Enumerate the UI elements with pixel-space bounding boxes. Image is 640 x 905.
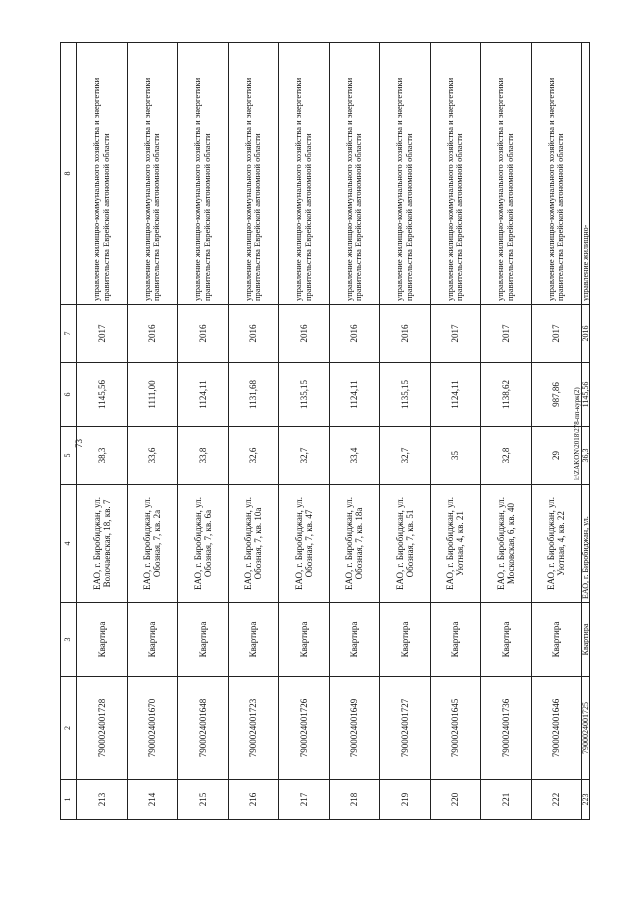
col-num-4: 4	[61, 485, 77, 603]
row-number: 221	[481, 780, 532, 820]
cadastral-number: 790002400164​5	[430, 677, 481, 780]
address: ЕАО, г. Биробиджан, ул. Обозная, 7, кв. 47	[279, 485, 330, 603]
year: 2016	[329, 305, 380, 363]
address: ЕАО, г. Биробиджан, ул. Уютная, 4, кв. 21	[430, 485, 481, 603]
price: 1111,00	[127, 363, 178, 427]
property-type: Квартира	[329, 603, 380, 677]
owner: управление жилищно-коммунального хозяйства и энергетики правительства Еврейской автономной области	[228, 43, 279, 305]
table-row	[430, 43, 481, 820]
row-number: 214	[127, 780, 178, 820]
property-type: Квартира	[582, 603, 590, 677]
price: 1135,15	[380, 363, 431, 427]
year: 2016	[228, 305, 279, 363]
row-number: 217	[279, 780, 330, 820]
address: ЕАО, г. Биробиджан, ул. Обозная, 7, кв. 6а	[178, 485, 229, 603]
address: ЕАО, г. Биробиджан, ул. Обозная, 7, кв. 2а	[127, 485, 178, 603]
address: ЕАО, г. Биробиджан, ул. Обозная, 7, кв. 51	[380, 485, 431, 603]
area: 33,4	[329, 427, 380, 485]
cadastral-number: 790002400172​7	[380, 677, 431, 780]
table-row	[228, 43, 279, 820]
address: ЕАО, г. Биробиджан, ул. Обозная, 7, кв. 10а	[228, 485, 279, 603]
table-row	[481, 43, 532, 820]
area: 32,8	[481, 427, 532, 485]
address: ЕАО, г. Биробиджан, ул. Волочаевская, 18, кв. 7	[77, 485, 128, 603]
row-number: 213	[77, 780, 128, 820]
address: ЕАО, г. Биробиджан, ул. Обозная, 7, кв. 18а	[329, 485, 380, 603]
property-type: Квартира	[380, 603, 431, 677]
price: 1124,11	[329, 363, 380, 427]
col-num-3: 3	[61, 603, 77, 677]
year: 2016	[380, 305, 431, 363]
property-type: Квартира	[430, 603, 481, 677]
row-number: 215	[178, 780, 229, 820]
cadastral-number: 790002400173​6	[481, 677, 532, 780]
address: ЕАО, г. Биробиджан, ул.	[582, 485, 590, 603]
page-number: 73	[74, 439, 84, 448]
owner: управление жилищно-коммунального хозяйства и энергетики правительства Еврейской автономной области	[481, 43, 532, 305]
area: 32,7	[380, 427, 431, 485]
cadastral-number: 790002400164​6	[531, 677, 582, 780]
year: 2016	[279, 305, 330, 363]
area: 32,7	[279, 427, 330, 485]
price: 1145,56	[77, 363, 128, 427]
owner: управление жилищно-коммунального хозяйства и энергетики правительства Еврейской автономной области	[279, 43, 330, 305]
owner: управление жилищно-коммунального хозяйства и энергетики правительства Еврейской автономной области	[127, 43, 178, 305]
property-type: Квартира	[279, 603, 330, 677]
year: 2016	[127, 305, 178, 363]
table-row	[380, 43, 431, 820]
row-number: 223	[582, 780, 590, 820]
property-type: Квартира	[178, 603, 229, 677]
year: 2017	[531, 305, 582, 363]
cadastral-number: 790002400164​9	[329, 677, 380, 780]
table-row	[329, 43, 380, 820]
owner: управление жилищно-	[582, 43, 590, 305]
file-path-note: i:\ZAKON\2018\278-пп-курк(2)	[573, 387, 581, 480]
area: 33,6	[127, 427, 178, 485]
price: 987,86	[531, 363, 582, 427]
owner: управление жилищно-коммунального хозяйства и энергетики правительства Еврейской автономной области	[77, 43, 128, 305]
owner: управление жилищно-коммунального хозяйства и энергетики правительства Еврейской автономной области	[430, 43, 481, 305]
year: 2017	[77, 305, 128, 363]
property-type: Квартира	[127, 603, 178, 677]
price: 1131,68	[228, 363, 279, 427]
price: 1124,11	[430, 363, 481, 427]
col-num-8: 8	[61, 43, 77, 305]
col-num-1: 1	[61, 780, 77, 820]
col-num-2: 2	[61, 677, 77, 780]
area: 33,8	[178, 427, 229, 485]
table-row	[178, 43, 229, 820]
owner: управление жилищно-коммунального хозяйства и энергетики правительства Еврейской автономной области	[531, 43, 582, 305]
property-type: Квартира	[481, 603, 532, 677]
table-row	[127, 43, 178, 820]
area: 36,3	[582, 427, 590, 485]
table-row-partial	[582, 43, 590, 820]
price: 1138,62	[481, 363, 532, 427]
area: 38,3	[77, 427, 128, 485]
property-type: Квартира	[531, 603, 582, 677]
property-type: Квартира	[77, 603, 128, 677]
cadastral-number: 790002400172​5	[582, 677, 590, 780]
year: 2017	[481, 305, 532, 363]
owner: управление жилищно-коммунального хозяйства и энергетики правительства Еврейской автономной области	[329, 43, 380, 305]
year: 2016	[582, 305, 590, 363]
rotated-table-wrapper	[60, 43, 590, 820]
cadastral-number: 790002400164​8	[178, 677, 229, 780]
address: ЕАО, г. Биробиджан, ул. Московская, 6, кв. 40	[481, 485, 532, 603]
row-number: 216	[228, 780, 279, 820]
row-number: 222	[531, 780, 582, 820]
row-number: 218	[329, 780, 380, 820]
year: 2017	[430, 305, 481, 363]
area: 29	[531, 427, 582, 485]
cadastral-number: 790002400172​8	[77, 677, 128, 780]
address: ЕАО, г. Биробиджан, ул. Уютная, 4, кв. 22	[531, 485, 582, 603]
col-num-5: 5	[61, 427, 77, 485]
owner: управление жилищно-коммунального хозяйства и энергетики правительства Еврейской автономной области	[380, 43, 431, 305]
year: 2016	[178, 305, 229, 363]
column-numbers-row	[61, 43, 77, 820]
col-num-6: 6	[61, 363, 77, 427]
price: 1124,11	[178, 363, 229, 427]
col-num-7: 7	[61, 305, 77, 363]
property-type: Квартира	[228, 603, 279, 677]
cadastral-number: 790002400167​0	[127, 677, 178, 780]
table-row	[279, 43, 330, 820]
price: 1145,56	[582, 363, 590, 427]
table-row	[77, 43, 128, 820]
property-table	[60, 42, 590, 820]
cadastral-number: 790002400172​6	[279, 677, 330, 780]
owner: управление жилищно-коммунального хозяйства и энергетики правительства Еврейской автономной области	[178, 43, 229, 305]
area: 35	[430, 427, 481, 485]
area: 32,6	[228, 427, 279, 485]
row-number: 220	[430, 780, 481, 820]
cadastral-number: 790002400172​3	[228, 677, 279, 780]
price: 1135,15	[279, 363, 330, 427]
row-number: 219	[380, 780, 431, 820]
